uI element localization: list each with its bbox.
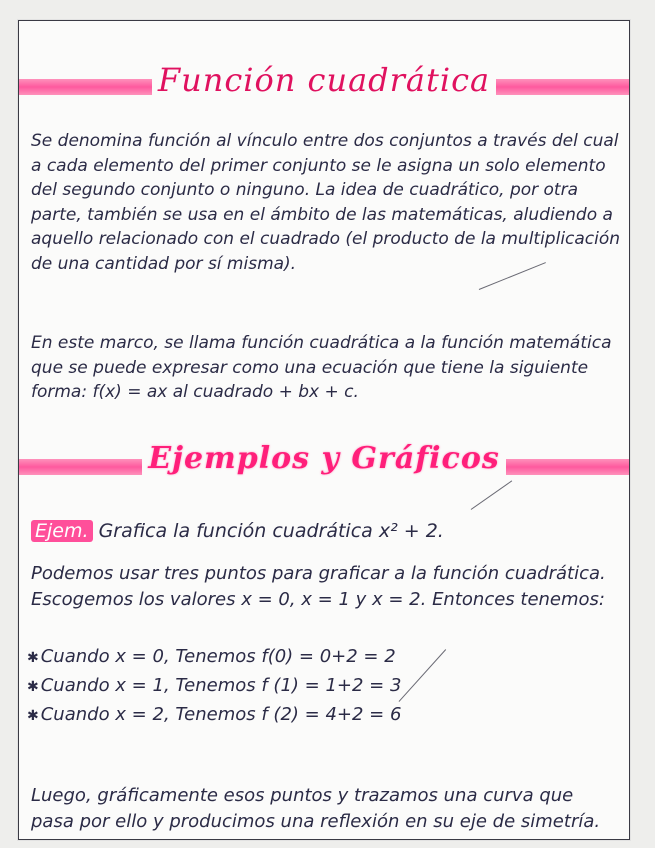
asterisk-icon: ✱ bbox=[27, 679, 39, 695]
case-list bbox=[27, 643, 617, 730]
case-item: ✱ Cuando x = 1, Tenemos f (1) = 1+2 = 3 bbox=[27, 675, 402, 696]
page-title-text: Función cuadrática bbox=[152, 61, 496, 99]
method-paragraph: Podemos usar tres puntos para graficar a la función cuadrática. Escogemos los valores x = 0, x = 1 y x = 2. Entonces tenemos: bbox=[31, 563, 606, 610]
case-item: ✱ Cuando x = 2, Tenemos f (2) = 4+2 = 6 bbox=[27, 704, 402, 725]
page-title bbox=[19, 61, 629, 99]
pencil-check-mark bbox=[471, 480, 513, 510]
case-item: ✱ Cuando x = 0, Tenemos f(0) = 0+2 = 2 bbox=[27, 646, 396, 667]
asterisk-icon: ✱ bbox=[27, 708, 39, 724]
example-label: Ejem. bbox=[31, 520, 93, 542]
example-text: Grafica la función cuadrática x² + 2. bbox=[98, 520, 444, 542]
form-paragraph: En este marco, se llama función cuadrática a la función matemática que se puede expresar como una ecuación que tiene la siguiente forma: f(x) = ax al cuadrado + bx + c. bbox=[31, 333, 612, 402]
section-title bbox=[19, 441, 629, 476]
section-title-text: Ejemplos y Gráficos bbox=[142, 441, 505, 476]
conclusion-paragraph: Luego, gráficamente esos puntos y trazamos una curva que pasa por ello y producimos una reflexión en su eje de simetría. bbox=[31, 785, 601, 832]
asterisk-icon: ✱ bbox=[27, 650, 39, 666]
example-line bbox=[31, 519, 621, 544]
notebook-page bbox=[18, 20, 630, 840]
definition-paragraph: Se denomina función al vínculo entre dos conjuntos a través del cual a cada elemento del primer conjunto se le asigna un solo elemento del segundo conjunto o ninguno. La idea de cuadrático, por otra parte, también se usa en el ámbito de las matemáticas, aludiendo a aquello relacionado con el cuadrado (el producto de la multiplicación de una cantidad por sí misma). bbox=[31, 131, 621, 274]
